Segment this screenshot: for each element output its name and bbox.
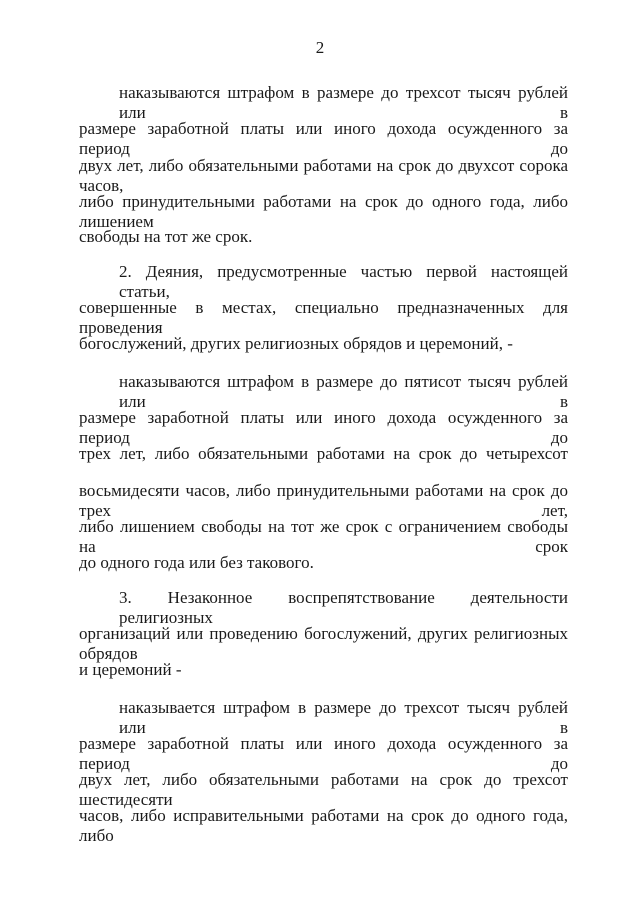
text-line: до одного года или без такового. (79, 553, 314, 572)
text-line: трех лет, либо обязательными работами на срок до четырехсот (79, 444, 568, 463)
text-line: либо принудительными работами на срок до одного года, либо лишением (79, 192, 568, 231)
text-line: размере заработной платы или иного дохода осужденного за период до (79, 119, 568, 158)
text-line: совершенные в местах, специально предназначенных для проведения (79, 298, 568, 337)
text-line: свободы на тот же срок. (79, 227, 253, 246)
text-line: и церемоний - (79, 660, 182, 679)
text-line: либо лишением свободы на тот же срок с ограничением свободы на срок (79, 517, 568, 556)
text-line: 2. Деяния, предусмотренные частью первой настоящей статьи, (119, 262, 568, 301)
page-number: 2 (315, 38, 325, 57)
text-line: двух лет, либо обязательными работами на срок до двухсот сорока часов, (79, 156, 568, 195)
text-line: наказывается штрафом в размере до трехсот тысяч рублей или в (119, 698, 568, 737)
text-line: восьмидесяти часов, либо принудительными работами на срок до трех лет, (79, 481, 568, 520)
text-line: наказываются штрафом в размере до пятисот тысяч рублей или в (119, 372, 568, 411)
text-line: 3. Незаконное воспрепятствование деятельности религиозных (119, 588, 568, 627)
text-line: наказываются штрафом в размере до трехсот тысяч рублей или в (119, 83, 568, 122)
text-line: богослужений, других религиозных обрядов и церемоний, - (79, 334, 513, 353)
text-line: организаций или проведению богослужений, других религиозных обрядов (79, 624, 568, 663)
text-line: размере заработной платы или иного дохода осужденного за период до (79, 734, 568, 773)
text-line: размере заработной платы или иного дохода осужденного за период до (79, 408, 568, 447)
text-line: часов, либо исправительными работами на срок до одного года, либо (79, 806, 568, 845)
text-line: двух лет, либо обязательными работами на срок до трехсот шестидесяти (79, 770, 568, 809)
